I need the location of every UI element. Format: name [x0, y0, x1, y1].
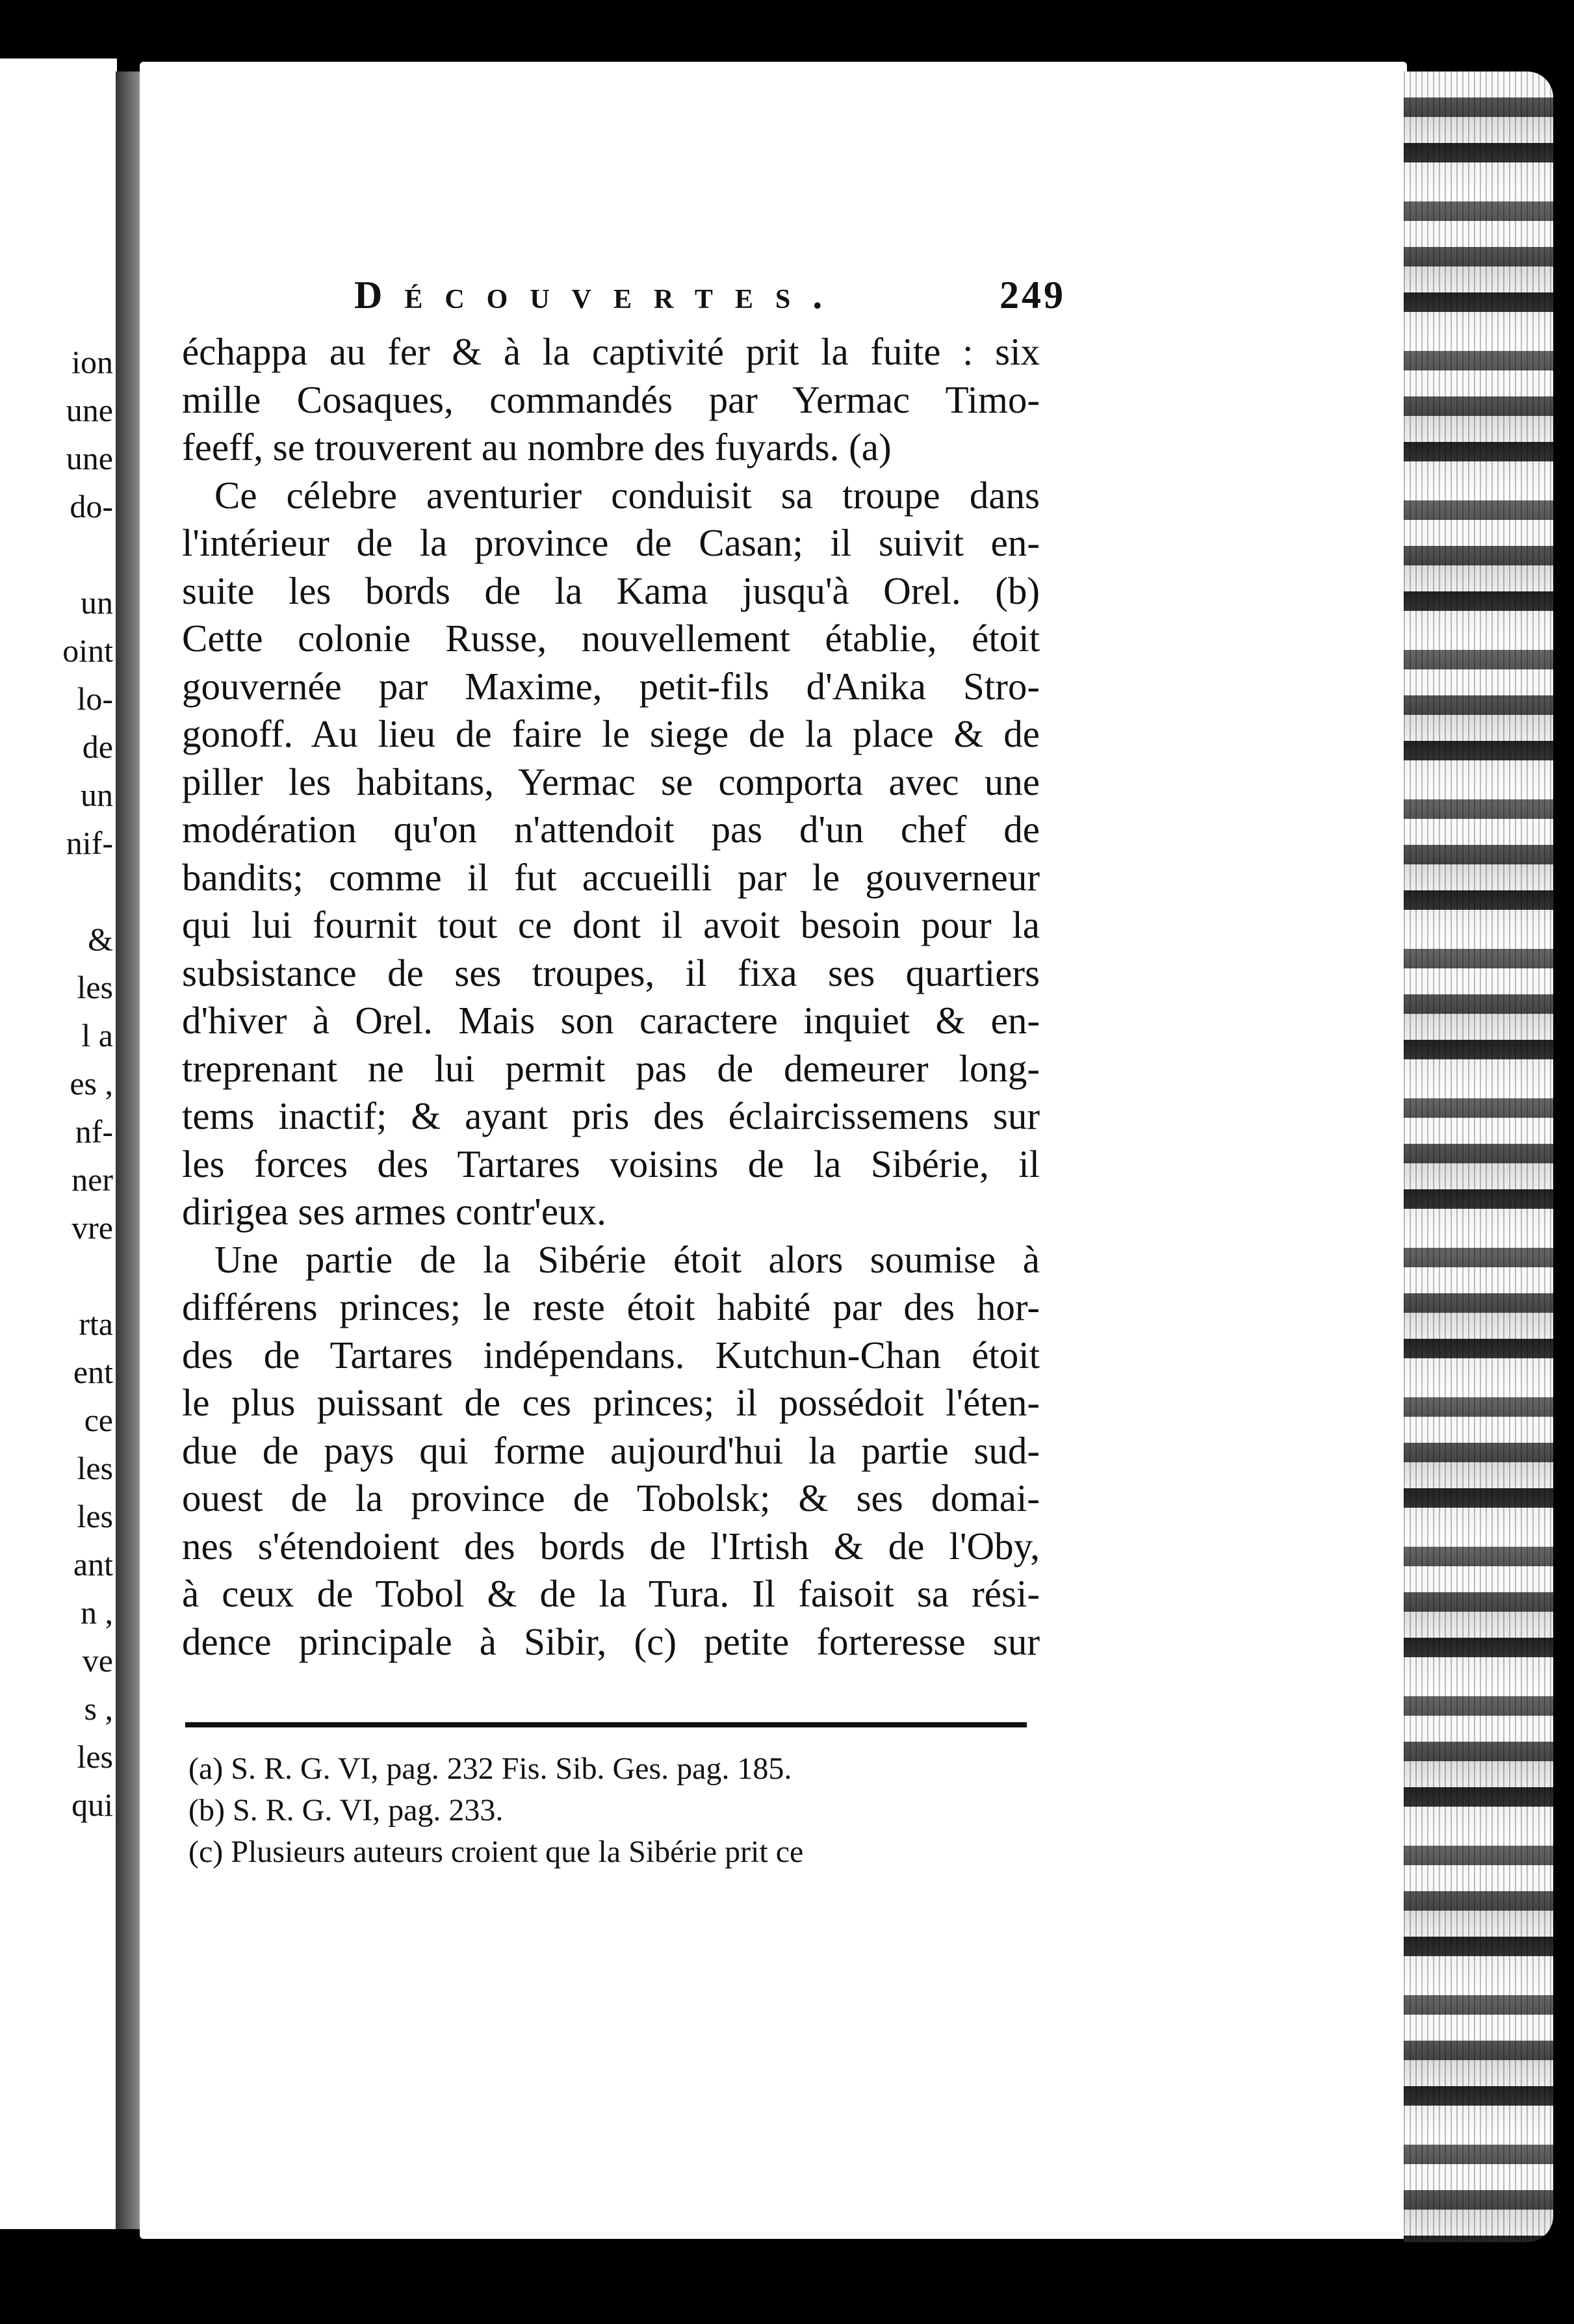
- footnote: (a) S. R. G. VI, pag. 232 Fis. Sib. Ges. pag. 185.: [188, 1751, 792, 1786]
- text-line: piller les habitans, Yermac se comporta avec une: [182, 760, 1040, 803]
- left-page-fragment: nif-: [66, 825, 113, 861]
- left-page-fragment: les: [77, 1450, 113, 1486]
- left-page-fragment: nf-: [75, 1113, 113, 1150]
- text-line: subsistance de ses troupes, il fixa ses quartiers: [182, 951, 1040, 994]
- text-line: Ce célebre aventurier conduisit sa troupe dans: [214, 473, 1040, 517]
- left-page-fragment: un: [81, 777, 113, 813]
- text-line: feeff, se trouverent au nombre des fuyards. (a): [182, 426, 892, 469]
- left-page-fragment: s ,: [84, 1690, 113, 1727]
- left-page-fragment: vre: [71, 1209, 113, 1246]
- text-line: dirigea ses armes contr'eux.: [182, 1190, 606, 1233]
- left-page-fragment: les: [77, 1738, 113, 1775]
- text-line: modération qu'on n'attendoit pas d'un chef de: [182, 808, 1040, 851]
- left-page-fragment: &: [88, 921, 113, 957]
- text-line: des de Tartares indépendans. Kutchun-Chan étoit: [182, 1333, 1040, 1376]
- text-line: qui lui fournit tout ce dont il avoit besoin pour la: [182, 903, 1040, 946]
- left-page-fragment: l a: [81, 1017, 113, 1053]
- left-page-fragment: les: [77, 969, 113, 1005]
- text-line: treprenant ne lui permit pas de demeurer long-: [182, 1046, 1040, 1090]
- left-page-fragment: do-: [70, 488, 113, 524]
- left-page-fragment: n ,: [81, 1594, 113, 1631]
- left-page-fragment: de: [82, 729, 113, 765]
- left-page-fragment: ion: [71, 344, 113, 380]
- left-page-fragment: ant: [73, 1546, 113, 1582]
- left-page-fragment: es ,: [70, 1065, 113, 1102]
- page-fore-edge: [1404, 71, 1553, 2242]
- text-line: le plus puissant de ces princes; il possédoit l'éten-: [182, 1381, 1040, 1424]
- footnotes: [188, 1748, 1027, 1873]
- running-header: [354, 273, 1066, 331]
- text-line: dence principale à Sibir, (c) petite forteresse sur: [182, 1620, 1040, 1663]
- text-line: suite les bords de la Kama jusqu'à Orel. (b): [182, 569, 1040, 612]
- running-title: Découvertes.: [354, 274, 845, 316]
- footnote: (b) S. R. G. VI, pag. 233.: [188, 1793, 504, 1827]
- text-line: Une partie de la Sibérie étoit alors soumise à: [214, 1237, 1040, 1281]
- left-page-fragment: ce: [84, 1402, 113, 1438]
- left-page-fragment: un: [81, 584, 113, 621]
- left-page-fragment: ner: [71, 1161, 113, 1198]
- text-line: tems inactif; & ayant pris des éclaircissemens sur: [182, 1094, 1040, 1137]
- text-line: ouest de la province de Tobolsk; & ses domai-: [182, 1477, 1040, 1519]
- text-line: mille Cosaques, commandés par Yermac Timo-: [182, 378, 1040, 421]
- text-line: l'intérieur de la province de Casan; il suivit en-: [182, 521, 1040, 564]
- text-line: à ceux de Tobol & de la Tura. Il faisoit sa rési-: [182, 1572, 1040, 1615]
- text-line: bandits; comme il fut accueilli par le gouverneur: [182, 855, 1040, 899]
- left-page-fragment: qui: [71, 1787, 113, 1823]
- left-page-fragment: une: [66, 392, 113, 428]
- left-page-fragment: ent: [73, 1354, 113, 1390]
- left-page-fragment: oint: [62, 632, 113, 669]
- text-line: échappa au fer & à la captivité prit la fuite : six: [182, 330, 1040, 373]
- text-line: les forces des Tartares voisins de la Sibérie, il: [182, 1142, 1040, 1185]
- text-line: nes s'étendoient des bords de l'Irtish & de l'Oby,: [182, 1524, 1040, 1568]
- left-page-fragment: rta: [79, 1306, 113, 1342]
- text-line: gonoff. Au lieu de faire le siege de la place & de: [182, 712, 1040, 755]
- text-line: d'hiver à Orel. Mais son caractere inquiet & en-: [182, 999, 1040, 1042]
- left-page-fragment: une: [66, 440, 113, 476]
- text-line: due de pays qui forme aujourd'hui la partie sud-: [182, 1428, 1040, 1472]
- page-number: 249: [1000, 274, 1066, 316]
- left-page-edge: [0, 58, 117, 2229]
- footnote-rule: [185, 1722, 1027, 1727]
- text-line: Cette colonie Russe, nouvellement établie, étoit: [182, 617, 1040, 660]
- left-page-fragment: lo-: [77, 680, 113, 717]
- body-text: [182, 328, 1040, 1666]
- text-line: différens princes; le reste étoit habité par des hor-: [182, 1285, 1040, 1328]
- left-page-fragment: ve: [82, 1642, 113, 1679]
- text-line: gouvernée par Maxime, petit-fils d'Anika Stro-: [182, 664, 1040, 708]
- left-page-fragment: les: [77, 1498, 113, 1534]
- footnote: (c) Plusieurs auteurs croient que la Sibérie prit ce: [188, 1835, 804, 1869]
